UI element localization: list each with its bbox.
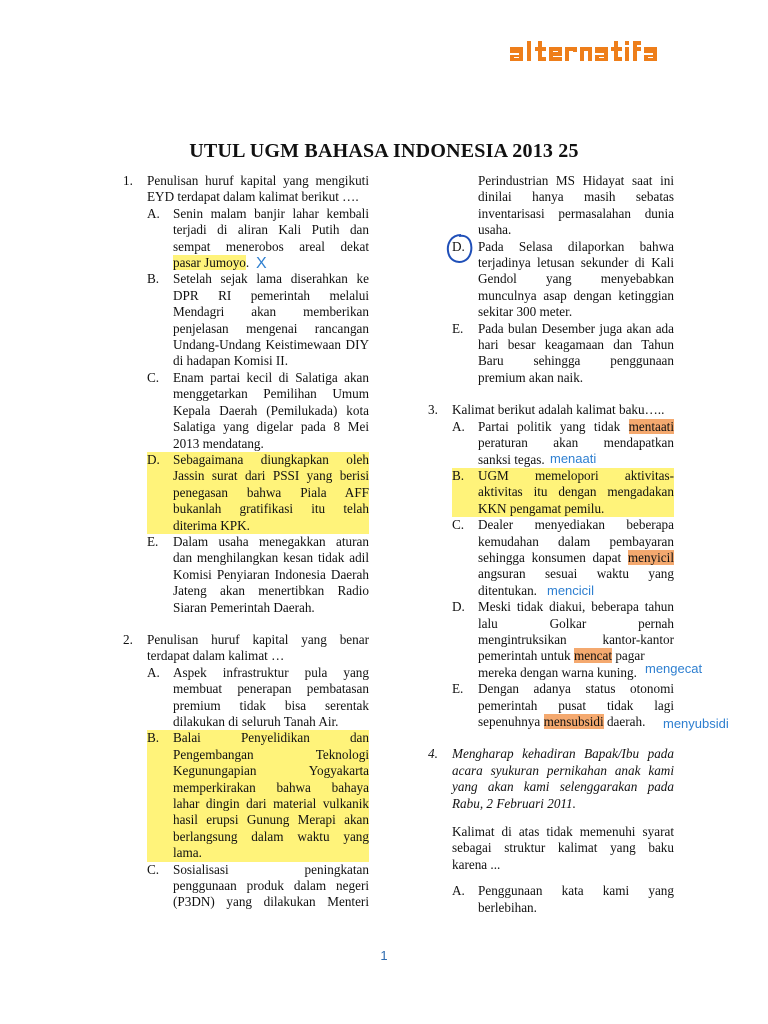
option-text: Aspek infrastruktur pula yang — [173, 664, 369, 680]
question-number: 3. — [428, 402, 438, 418]
option-letter: C. — [147, 861, 160, 877]
option-text: membuat penerapan pembatasan — [173, 681, 369, 697]
option-letter: B. — [147, 730, 160, 746]
highlighted-word: mencat — [573, 648, 613, 664]
option-text: daerah. — [606, 714, 646, 729]
option-text: lalu Golkar pernah — [478, 615, 674, 631]
left-column — [123, 173, 369, 911]
option-letter: A. — [452, 883, 465, 899]
option-letter: B. — [147, 271, 160, 287]
option-text: penggunaan produk dalam negeri — [173, 878, 369, 894]
option-text: peraturan akan mendapatkan — [478, 435, 674, 451]
option-text: hari besar keagamaan dan Tahun — [478, 337, 674, 353]
option-3e — [452, 681, 674, 730]
quote-text: acara syukuran pernikahan anak kami — [452, 762, 674, 778]
option-text: Meski tidak diakui, beberapa tahun — [478, 599, 674, 615]
question-4-stem — [428, 824, 674, 873]
option-text: Enam partai kecil di Salatiga akan — [173, 369, 369, 385]
option-letter: D. — [452, 238, 465, 254]
option-text: penjelasan mengenai rancangan — [173, 320, 369, 336]
quote-text: Rabu, 2 Februari 2011. — [452, 795, 576, 811]
option-text: Pengembangan Teknologi — [173, 746, 369, 762]
option-text: Pada Selasa dilaporkan bahwa — [478, 238, 674, 254]
handwritten-note-menaati: menaati — [550, 451, 597, 466]
question-1 — [123, 173, 369, 206]
right-column — [428, 173, 674, 916]
option-text: Komisi Penyiaran Indonesia Daerah — [173, 566, 369, 582]
question-stem: sebagai struktur kalimat yang baku — [452, 840, 674, 856]
option-text: kemudahan dalam pembayaran — [478, 533, 674, 549]
option-text: premium tidak bisa serentak — [173, 697, 369, 713]
option-letter: C. — [452, 517, 465, 533]
option-text: Pada bulan Desember juga akan ada — [478, 320, 674, 336]
option-text: Sebagaimana diungkapkan oleh — [173, 451, 369, 467]
question-stem: Kalimat berikut adalah kalimat baku….. — [452, 402, 665, 418]
option-text: mereka dengan warna kuning. — [478, 664, 637, 680]
option-text: Baru sehingga penggunaan — [478, 353, 674, 369]
option-1c — [147, 370, 369, 452]
option-text: Dengan adanya status otonomi — [478, 681, 674, 697]
option-text: Penggunaan kata kami yang — [478, 883, 674, 899]
option-text: dinilai hanya masih sebatas — [478, 189, 674, 205]
option-text: lama. — [173, 845, 202, 861]
option-letter: E. — [452, 320, 464, 336]
option-4a — [452, 883, 674, 916]
option-text: Salatiga yang digelar pada 8 Mei — [173, 419, 369, 435]
option-text: Balai Penyelidikan dan — [173, 730, 369, 746]
quote-text: yang akan kami selenggarakan pada — [452, 779, 674, 795]
question-number: 2. — [123, 631, 133, 647]
option-1d-highlighted — [147, 452, 369, 534]
handwritten-note-menyubsidi: menyubsidi — [663, 716, 729, 731]
option-text: ditentukan. — [478, 582, 537, 598]
option-text: Partai politik yang tidak — [478, 418, 621, 434]
handwritten-note-mencicil: mencicil — [547, 583, 594, 598]
option-text: Undang-Undang Keistimewaan DIY — [173, 337, 369, 353]
option-text: sehingga konsumen dapat — [478, 549, 622, 565]
option-2d — [452, 239, 674, 321]
option-text: pagar — [615, 648, 645, 664]
highlighted-word: mentaati — [628, 418, 675, 434]
quote-text: Mengharap kehadiran Bapak/Ibu pada — [452, 746, 674, 762]
option-text: 2013 mendatang. — [173, 435, 264, 451]
question-stem: terdapat dalam kalimat … — [147, 648, 285, 664]
option-2c-continued — [452, 173, 674, 239]
question-number: 1. — [123, 173, 133, 188]
option-text: pemerintah pusat tidak lagi — [478, 697, 674, 713]
question-stem: EYD terdapat dalam kalimat berikut …. — [147, 189, 359, 205]
option-text: menggetarkan Pemilihan Umum — [173, 386, 369, 402]
question-stem: Penulisan huruf kapital yang mengikuti — [147, 173, 369, 188]
option-text: bukanlah gratifikasi itu telah — [173, 501, 369, 517]
option-text: Setelah sejak lama diserahkan ke — [173, 271, 369, 287]
page-title: UTUL UGM BAHASA INDONESIA 2013 25 — [189, 140, 579, 162]
handwritten-circle-icon — [445, 232, 475, 266]
option-text: lahar dingin dari material vulkanik — [173, 796, 369, 812]
option-text: sempat menerobos areal dekat — [173, 238, 369, 254]
option-text: sepenuhnya — [478, 714, 541, 729]
option-letter: A. — [147, 205, 160, 221]
option-2b-highlighted — [147, 730, 369, 861]
option-text: dan menghilangkan kesan tidak adil — [173, 550, 369, 566]
question-stem: Penulisan huruf kapital yang benar — [147, 631, 369, 647]
option-text: inventarisasi permasalahan dunia — [478, 205, 674, 221]
option-text: Kegunungapian Yogyakarta — [173, 763, 369, 779]
option-text: penegasan bahwa Piala AFF — [173, 484, 369, 500]
option-text: Kepala Daerah (Pemilukada) kota — [173, 402, 369, 418]
option-text: Jateng akan menertibkan Radio — [173, 583, 369, 599]
highlighted-word: mensubsidi — [543, 714, 604, 729]
option-text: di hadapan Komisi II. — [173, 353, 288, 369]
option-text: diterima KPK. — [173, 517, 250, 533]
option-text: Siaran Pemerintah Daerah. — [173, 599, 315, 615]
handwritten-x-mark: X — [256, 255, 267, 272]
option-text: hasil erupsi Gunung Merapi akan — [173, 812, 369, 828]
option-text: sekitar 300 meter. — [478, 304, 573, 320]
option-text: angsuran sesuai waktu yang — [478, 566, 674, 582]
option-letter: C. — [147, 369, 160, 385]
option-text: UGM memelopori aktivitas- — [478, 467, 674, 483]
option-text: Sosialisasi peningkatan — [173, 861, 369, 877]
option-text: mengintruksikan kantor-kantor — [478, 631, 674, 647]
option-text: Perindustrian MS Hidayat saat ini — [478, 173, 674, 188]
handwritten-note-mengecat: mengecat — [645, 661, 703, 676]
option-1b — [147, 271, 369, 369]
question-2 — [123, 632, 369, 665]
option-text: memperkirakan bahwa bahaya — [173, 779, 369, 795]
option-text: premium akan naik. — [478, 369, 584, 385]
option-letter: A. — [452, 418, 465, 434]
question-stem: Kalimat di atas tidak memenuhi syarat — [452, 824, 674, 840]
question-3 — [428, 402, 674, 418]
page-number: 1 — [380, 948, 388, 963]
option-text: Gendol yang menyebabkan — [478, 271, 674, 287]
option-text: KKN pengamat pemilu. — [478, 500, 605, 516]
option-text: pemerintah untuk — [478, 648, 571, 664]
option-text: berlebihan. — [478, 899, 537, 915]
option-text: (P3DN) yang dilakukan Menteri — [173, 894, 369, 910]
option-text: berlangsung dalam waktu yang — [173, 828, 369, 844]
alternatifa-logo — [508, 39, 673, 65]
option-text: terjadi di aliran Kali Putih dan — [173, 222, 369, 238]
option-2a — [147, 665, 369, 731]
option-3b-highlighted — [452, 468, 674, 517]
option-text: sanksi tegas. — [478, 451, 545, 467]
option-text: dilakukan di seluruh Tanah Air. — [173, 714, 339, 729]
option-letter: E. — [147, 533, 159, 549]
option-text: terjadinya letusan sekunder di Kali — [478, 255, 674, 271]
question-4 — [428, 746, 674, 812]
option-letter: B. — [452, 467, 465, 483]
option-letter: A. — [147, 664, 160, 680]
question-number: 4. — [428, 746, 438, 762]
option-text: Jassin surat dari PSSI yang berisi — [173, 468, 369, 484]
option-2c — [147, 862, 369, 911]
question-stem: karena ... — [452, 856, 501, 872]
option-text: munculnya asap dengan ketinggian — [478, 287, 674, 303]
option-text: . — [245, 255, 250, 271]
option-letter: E. — [452, 681, 464, 697]
option-text: Senin malam banjir lahar kembali — [173, 205, 369, 221]
option-text: Dalam usaha menegakkan aturan — [173, 533, 369, 549]
option-text: Mendagri akan memberikan — [173, 304, 369, 320]
option-3d — [452, 599, 674, 681]
option-2e — [452, 321, 674, 387]
option-text: aktivitas itu dengan mengadakan — [478, 484, 674, 500]
option-letter: D. — [452, 599, 465, 615]
option-1e — [147, 534, 369, 616]
highlighted-text: pasar Jumoyo — [173, 255, 246, 271]
highlighted-word: menyicil — [627, 549, 674, 565]
option-text: usaha. — [478, 222, 512, 238]
option-text: Dealer menyediakan beberapa — [478, 517, 674, 533]
option-letter: D. — [147, 451, 160, 467]
option-text: DPR RI pemerintah melalui — [173, 287, 369, 303]
